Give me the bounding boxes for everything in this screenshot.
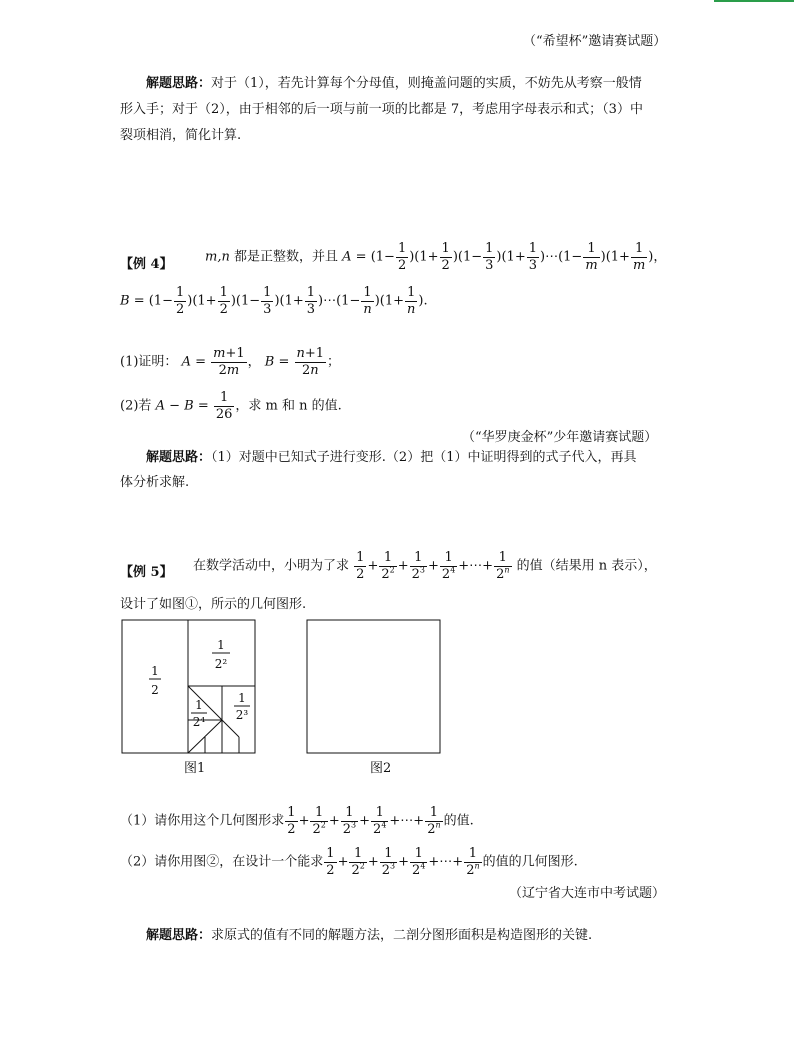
fig1-label-sixteenth-num: 1	[195, 698, 203, 712]
hint-2-line-2: 体分析求解.	[120, 475, 190, 490]
example-5-question-2: （2）请你用图②，在设计一个能求 $\frac{1}{2}$ + $\frac{1}{2^2}$ + $\frac{1}{2^3}$ + $\frac{1}{2^4}$ +⋯+ $\frac{1}{2^n}$ 的值的几何图形.	[120, 846, 578, 878]
example-5-line-2: 设计了如图①，所示的几何图形.	[120, 597, 307, 612]
fig1-label-half-den: 2	[151, 683, 159, 697]
figure-1	[122, 620, 255, 753]
figure-1-caption: 图1	[184, 761, 206, 776]
fig1-label-quarter-den: 2²	[214, 657, 228, 671]
figure-2-caption: 图2	[370, 761, 392, 776]
example-4-statement: m,n 都是正整数，并且 A = (1− $\frac{1}{2}$ )(1+ $\frac{1}{2}$ )(1− $\frac{1}{3}$ )(1+ $\frac{1}{3}$ )⋯(1− $\frac{1}{m}$ )(1+ $\frac{1}{m}$ )，	[205, 241, 667, 273]
figure-2-square	[307, 620, 440, 753]
source-citation-3: （辽宁省大连市中考试题）	[509, 886, 666, 901]
hint-1-line-2: 形入手；对于（2），由于相邻的后一项与前一项的比都是 7，考虑用字母表示和式；（3）中	[120, 102, 643, 117]
example-5-label: 【例 5】	[120, 565, 173, 580]
fig1-label-quarter-num: 1	[217, 638, 225, 652]
example-5-statement: 在数学活动中，小明为了求 $\frac{1}{2}$ + $\frac{1}{2^2}$ + $\frac{1}{2^3}$ + $\frac{1}{2^4}$ +⋯+ $\frac{1}{2^n}$ 的值（结果用 n 表示），	[193, 550, 657, 582]
source-citation-1: （“希望杯”邀请赛试题）	[523, 34, 667, 49]
example-4-label: 【例 4】	[120, 257, 173, 272]
example-4-question-2: (2)若 A − B = $\frac{1}{26}$ ，求 m 和 n 的值.	[120, 390, 342, 422]
source-citation-2: （“华罗庚金杯”少年邀请赛试题）	[462, 430, 658, 445]
fig1-labels	[149, 638, 250, 729]
fig1-label-eighth-num: 1	[238, 691, 246, 705]
example-4-B-definition: B = (1− $\frac{1}{2}$ )(1+ $\frac{1}{2}$ )(1− $\frac{1}{3}$ )(1+ $\frac{1}{3}$ )⋯(1− $\frac{1}{n}$ )(1+ $\frac{1}{n}$ ).	[120, 285, 428, 317]
hint-2-line-1: 解题思路：（1）对题中已知式子进行变形.（2）把（1）中证明得到的式子代入，再具	[146, 450, 637, 465]
hint-label: 解题思路：	[146, 76, 212, 91]
figures	[118, 616, 448, 776]
top-accent-line	[714, 0, 794, 2]
fig1-label-half-num: 1	[151, 664, 159, 678]
fig1-diag-3	[222, 720, 239, 737]
fig1-label-eighth-den: 2³	[235, 708, 249, 722]
hint-1-line-1: 解题思路：对于（1），若先计算每个分母值，则掩盖问题的实质，不妨先从考察一般情	[146, 76, 642, 91]
hint-3: 解题思路：求原式的值有不同的解题方法，二剖分图形面积是构造图形的关键.	[146, 928, 593, 943]
fig1-label-sixteenth-den: 2⁴	[192, 715, 206, 729]
example-4-question-1: (1)证明： A = $\frac{m+1}{2m}$ ， B = $\frac{n+1}{2n}$ ；	[120, 346, 341, 378]
example-5-question-1: （1）请你用这个几何图形求 $\frac{1}{2}$ + $\frac{1}{2^2}$ + $\frac{1}{2^3}$ + $\frac{1}{2^4}$ +⋯+ $\frac{1}{2^n}$ 的值.	[120, 805, 474, 837]
hint-1-line-3: 裂项相消，简化计算.	[120, 128, 242, 143]
